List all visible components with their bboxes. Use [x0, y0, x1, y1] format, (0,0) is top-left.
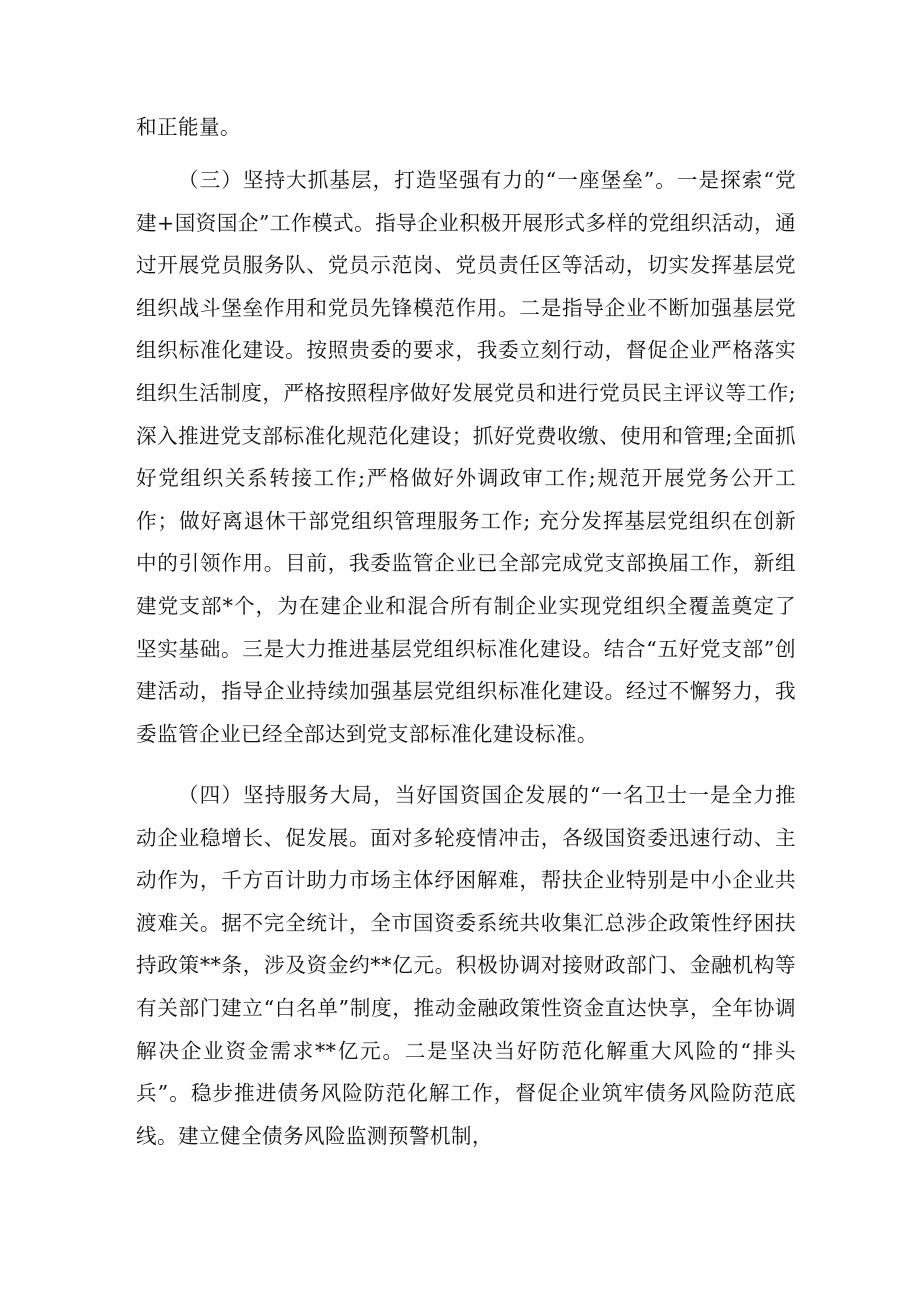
paragraph-section-four: （四）坚持服务大局，当好国资国企发展的“一名卫士一是全力推动企业稳增长、促发展。面对多轮疫情冲击，各级国资委迅速行动、主动作为，千方百计助力市场主体纾困解难，帮扶企业特别是中小企业共渡难关。据不完全统计，全市国资委系统共收集汇总涉企政策性纾困扶持政策**条，涉及资金约**亿元。积极协调对接财政部门、金融机构等有关部门建立“白名单”制度，推动金融政策性资金直达快享，全年协调解决企业资金需求**亿元。二是坚决当好防范化解重大风险的“排头兵”。稳步推进债务风险防范化解工作，督促企业筑牢债务风险防范底线。建立健全债务风险监测预警机制， — [136, 783, 796, 1148]
paragraph-continuation: 和正能量。 — [136, 115, 241, 139]
paragraph-section-three: （三）坚持大抓基层，打造坚强有力的“一座堡垒”。一是探索“党建+国资国企”工作模式。指导企业积极开展形式多样的党组织活动，通过开展党员服务队、党员示范岗、党员责任区等活动，切实发挥基层党组织战斗堡垒作用和党员先锋模范作用。二是指导企业不断加强基层党组织标准化建设。按照贵委的要求，我委立刻行动，督促企业严格落实组织生活制度，严格按照程序做好发展党员和进行党员民主评议等工作; 深入推进党支部标准化规范化建设；抓好党费收缴、使用和管理;全面抓好党组织关系转接工作;严格做好外调政审工作;规范开展党务公开工作；做好离退休干部党组织管理服务工作; 充分发挥基层党组织在创新中的引领作用。目前，我委监管企业已全部完成党支部换届工作，新组建党支部*个，为在建企业和混合所有制企业实现党组织全覆盖奠定了坚实基础。三是大力推进基层党组织标准化建设。结合“五好党支部”创建活动，指导企业持续加强基层党组织标准化建设。经过不懈努力，我委监管企业已经全部达到党支部标准化建设标准。 — [136, 168, 796, 746]
